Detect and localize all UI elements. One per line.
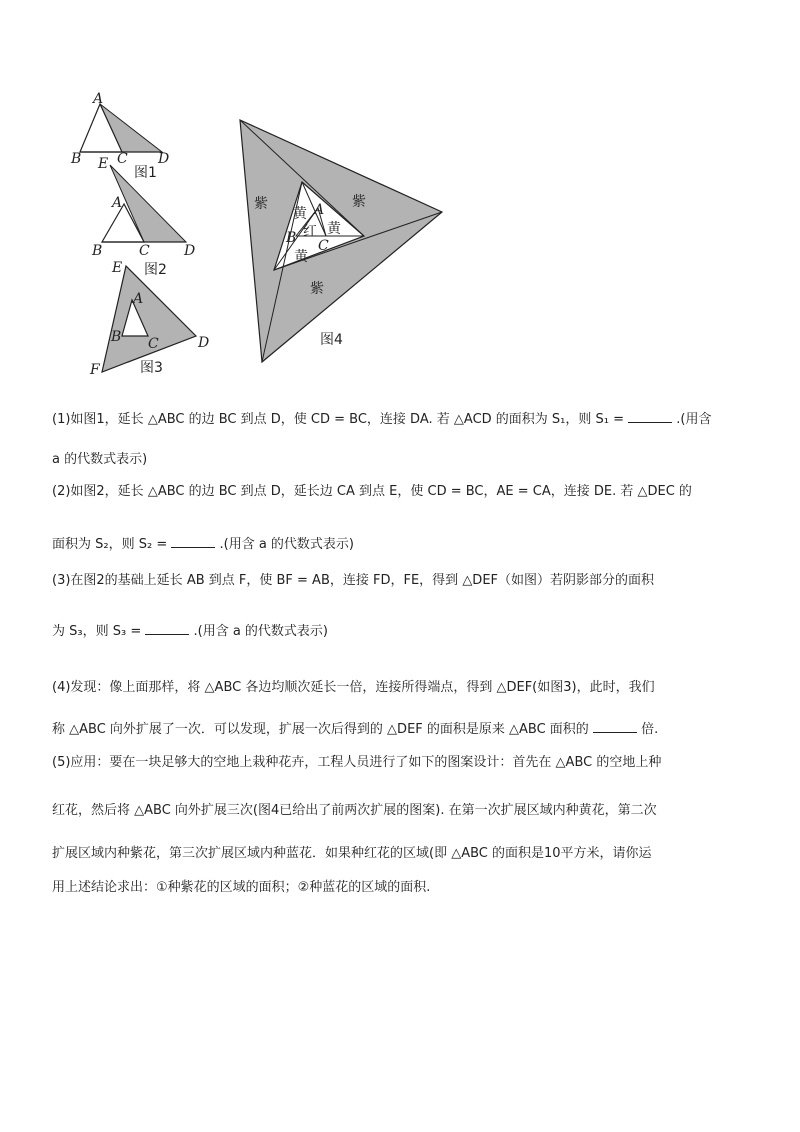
fig3-label-b: B [111,329,122,345]
question-1-line-2: a 的代数式表示) [52,452,148,467]
fig3-caption: 图3 [140,360,163,376]
q3-prefix: 为 S₃，则 S₃ = [52,624,142,639]
q4-prefix: 称 △ABC 向外扩展了一次．可以发现，扩展一次后得到的 △DEF 的面积是原来 △ABC 面积的 [52,722,589,737]
fig4-label-yellow-bottom: 黄 [294,249,308,265]
figure-4 [240,120,442,362]
fig1-label-d: D [158,151,170,167]
q2-prefix: 面积为 S₂，则 S₂ = [52,537,168,552]
question-5-line-1: (5)应用：要在一块足够大的空地上栽种花卉，工程人员进行了如下的图案设计：首先在 △ABC 的空地上种 [52,755,662,770]
fig4-label-c: C [318,238,329,254]
question-4-line-2 [52,718,752,741]
q4-suffix: 倍. [641,722,659,737]
q1-answer-blank[interactable] [628,408,672,423]
question-3-line-2 [52,620,752,643]
q1-tail: .(用含 [676,412,712,427]
q1-text: (1)如图1，延长 △ABC 的边 BC 到点 D，使 CD = BC，连接 DA. 若 △ACD 的面积为 S₁，则 S₁ = [52,412,625,427]
fig2-label-e: E [98,156,109,172]
fig4-label-b: B [286,230,297,246]
fig1-label-c: C [117,151,128,167]
fig3-label-f: F [90,362,100,378]
fig1-caption: 图1 [134,165,157,181]
fig2-label-b: B [92,243,103,259]
fig2-label-c: C [139,243,150,259]
fig2-label-d: D [184,243,196,259]
fig1-label-a: A [93,91,104,107]
fig4-caption: 图4 [320,332,343,348]
question-2-line-1: (2)如图2，延长 △ABC 的边 BC 到点 D，延长边 CA 到点 E，使 CD = BC，AE = CA，连接 DE. 若 △DEC 的 [52,484,692,499]
q3-suffix: .(用含 a 的代数式表示) [193,624,329,639]
fig4-label-purple-right: 紫 [352,194,366,210]
question-1-line-1 [52,408,752,431]
fig4-label-purple-bottom: 紫 [310,281,324,297]
q4-answer-blank[interactable] [593,718,637,733]
fig2-caption: 图2 [144,262,167,278]
fig4-label-red: 红 [303,224,317,240]
fig3-label-d: D [198,335,210,351]
q2-suffix: .(用含 a 的代数式表示) [219,537,355,552]
fig4-label-yellow-left: 黄 [293,206,307,222]
question-5-line-3: 扩展区域内种紫花，第三次扩展区域内种蓝花．如果种红花的区域(即 △ABC 的面积是10平方米，请你运 [52,846,652,861]
fig1-label-b: B [71,151,82,167]
fig4-label-purple-left: 紫 [254,196,268,212]
question-5-line-4: 用上述结论求出：①种紫花的区域的面积；②种蓝花的区域的面积. [52,880,431,895]
fig3-label-a: A [133,291,144,307]
question-2-line-2 [52,533,752,556]
q3-answer-blank[interactable] [145,620,189,635]
geometry-figures [0,0,800,390]
fig2-label-a: A [112,195,123,211]
fig3-label-e: E [112,260,123,276]
question-4-line-1: (4)发现：像上面那样，将 △ABC 各边均顺次延长一倍，连接所得端点，得到 △DEF(如图3)，此时，我们 [52,680,655,695]
fig3-triangle-def [102,266,196,372]
fig4-label-yellow-right: 黄 [327,221,341,237]
fig3-label-c: C [148,336,159,352]
fig4-label-a: A [314,202,325,218]
question-3-line-1: (3)在图2的基础上延长 AB 到点 F，使 BF = AB，连接 FD，FE，得到 △DEF（如图）若阴影部分的面积 [52,573,655,588]
q2-answer-blank[interactable] [171,533,215,548]
question-5-line-2: 红花，然后将 △ABC 向外扩展三次(图4已给出了前两次扩展的图案). 在第一次扩展区域内种黄花，第二次 [52,803,657,818]
figure-1 [70,91,169,181]
